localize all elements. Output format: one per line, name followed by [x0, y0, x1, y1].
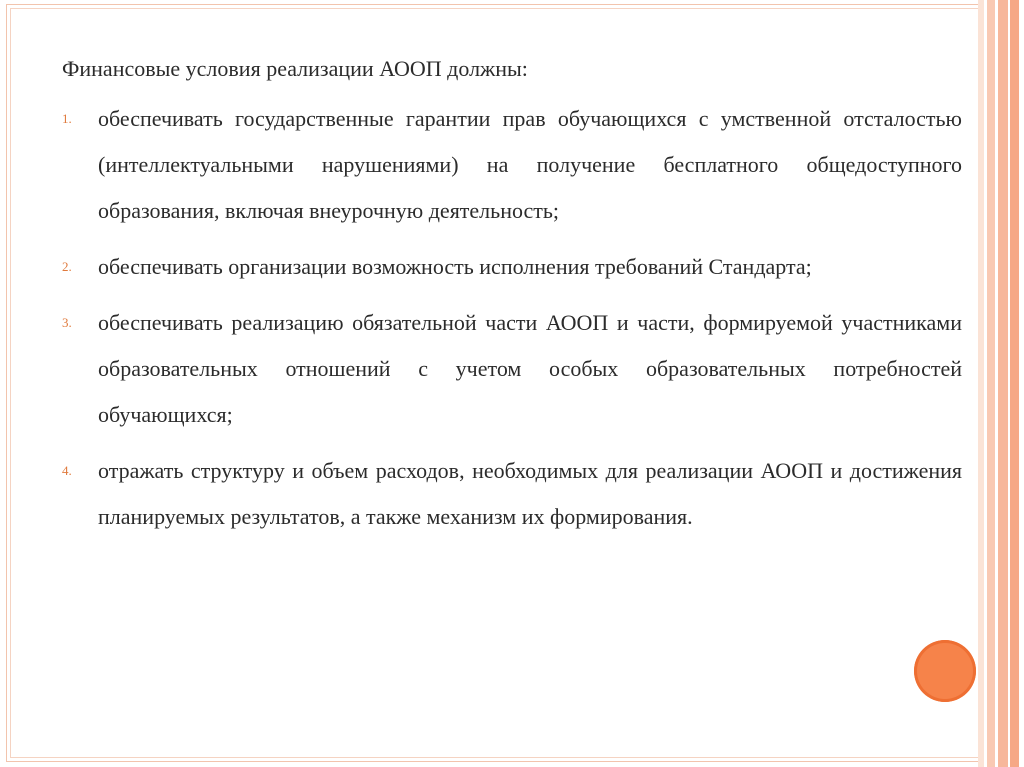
list-item-number: 2. — [62, 259, 72, 274]
list-item-number: 1. — [62, 111, 72, 126]
stripe — [998, 0, 1008, 767]
list-item — [62, 244, 962, 290]
list-item-text: обеспечивать организации возможность исполнения требований Стандарта; — [98, 254, 812, 279]
list-item — [62, 300, 962, 438]
list-item-number: 3. — [62, 315, 72, 330]
list-item-number: 4. — [62, 463, 72, 478]
decorative-circle-icon — [914, 640, 976, 702]
list-item-text: обеспечивать реализацию обязательной части АООП и части, формируемой участниками образовательных отношений с учетом особых образовательных потребностей обучающихся; — [98, 310, 962, 427]
list-item-text: обеспечивать государственные гарантии прав обучающихся с умственной отсталостью (интеллектуальными нарушениями) на получение бесплатного общедоступного образования, включая внеурочную деятельность; — [98, 106, 962, 223]
list-item — [62, 448, 962, 540]
decorative-stripes — [978, 0, 1024, 767]
list-item-text: отражать структуру и объем расходов, необходимых для реализации АООП и достижения планируемых результатов, а также механизм их формирования. — [98, 458, 962, 529]
list-item — [62, 96, 962, 234]
numbered-list — [62, 96, 962, 540]
stripe — [987, 0, 995, 767]
stripe-gap — [1019, 0, 1024, 767]
slide-content — [62, 52, 962, 550]
stripe — [1010, 0, 1019, 767]
slide-heading: Финансовые условия реализации АООП должны: — [62, 56, 528, 81]
